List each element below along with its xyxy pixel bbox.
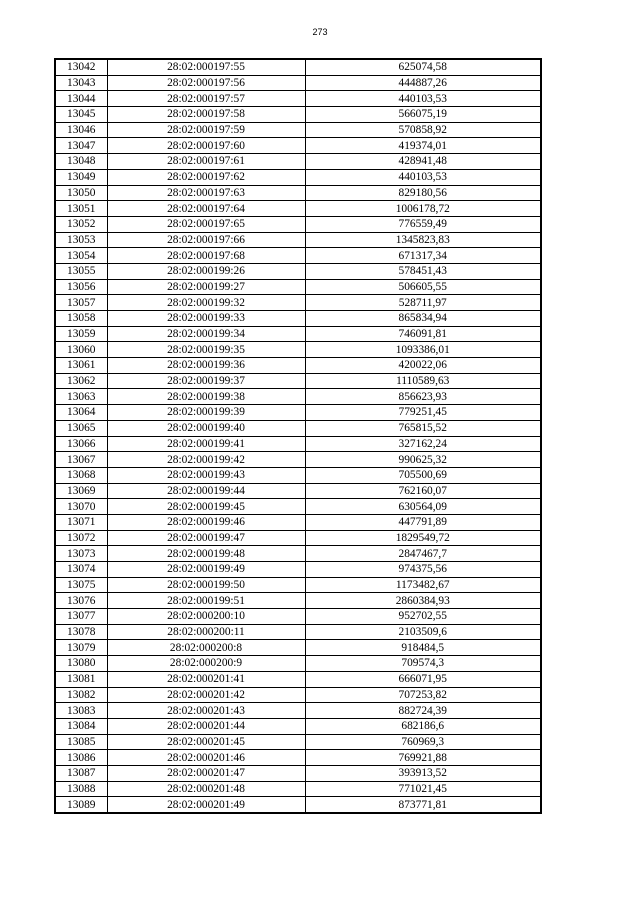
table-row xyxy=(55,420,541,436)
cadastral-value-cell: 625074,58 xyxy=(305,59,541,75)
cadastral-number-cell: 28:02:000199:37 xyxy=(107,373,305,389)
cadastral-value-cell: 762160,07 xyxy=(305,483,541,499)
row-number-cell: 13068 xyxy=(55,467,107,483)
row-number-cell: 13055 xyxy=(55,263,107,279)
row-number-cell: 13084 xyxy=(55,718,107,734)
cadastral-number-cell: 28:02:000201:47 xyxy=(107,765,305,781)
table-row xyxy=(55,656,541,672)
table-row xyxy=(55,436,541,452)
row-number-cell: 13072 xyxy=(55,530,107,546)
row-number-cell: 13089 xyxy=(55,797,107,813)
cadastral-number-cell: 28:02:000199:47 xyxy=(107,530,305,546)
cadastral-value-cell: 327162,24 xyxy=(305,436,541,452)
cadastral-number-cell: 28:02:000200:8 xyxy=(107,640,305,656)
cadastral-number-cell: 28:02:000199:45 xyxy=(107,499,305,515)
cadastral-value-cell: 769921,88 xyxy=(305,750,541,766)
row-number-cell: 13063 xyxy=(55,389,107,405)
row-number-cell: 13079 xyxy=(55,640,107,656)
table-row xyxy=(55,232,541,248)
table-row xyxy=(55,373,541,389)
row-number-cell: 13053 xyxy=(55,232,107,248)
table-row xyxy=(55,593,541,609)
table-row xyxy=(55,703,541,719)
table-row xyxy=(55,577,541,593)
cadastral-value-cell: 2860384,93 xyxy=(305,593,541,609)
cadastral-number-cell: 28:02:000199:35 xyxy=(107,342,305,358)
table-row xyxy=(55,75,541,91)
row-number-cell: 13044 xyxy=(55,91,107,107)
cadastral-number-cell: 28:02:000197:61 xyxy=(107,154,305,170)
table-row xyxy=(55,750,541,766)
cadastral-number-cell: 28:02:000201:45 xyxy=(107,734,305,750)
cadastral-value-cell: 779251,45 xyxy=(305,405,541,421)
table-row xyxy=(55,91,541,107)
cadastral-value-cell: 707253,82 xyxy=(305,687,541,703)
row-number-cell: 13061 xyxy=(55,358,107,374)
cadastral-value-cell: 528711,97 xyxy=(305,295,541,311)
cadastral-value-cell: 440103,53 xyxy=(305,169,541,185)
cadastral-value-cell: 918484,5 xyxy=(305,640,541,656)
cadastral-value-cell: 566075,19 xyxy=(305,107,541,123)
cadastral-number-cell: 28:02:000199:44 xyxy=(107,483,305,499)
row-number-cell: 13057 xyxy=(55,295,107,311)
cadastral-value-cell: 882724,39 xyxy=(305,703,541,719)
cadastral-number-cell: 28:02:000197:65 xyxy=(107,216,305,232)
row-number-cell: 13054 xyxy=(55,248,107,264)
table-row xyxy=(55,358,541,374)
cadastral-value-cell: 873771,81 xyxy=(305,797,541,813)
row-number-cell: 13082 xyxy=(55,687,107,703)
cadastral-value-cell: 671317,34 xyxy=(305,248,541,264)
cadastral-value-cell: 630564,09 xyxy=(305,499,541,515)
table-row xyxy=(55,467,541,483)
cadastral-value-cell: 578451,43 xyxy=(305,263,541,279)
row-number-cell: 13051 xyxy=(55,201,107,217)
cadastral-value-cell: 506605,55 xyxy=(305,279,541,295)
row-number-cell: 13049 xyxy=(55,169,107,185)
cadastral-value-cell: 1006178,72 xyxy=(305,201,541,217)
table-row xyxy=(55,201,541,217)
table-row xyxy=(55,311,541,327)
row-number-cell: 13087 xyxy=(55,765,107,781)
table-row xyxy=(55,405,541,421)
row-number-cell: 13088 xyxy=(55,781,107,797)
table-row xyxy=(55,154,541,170)
cadastral-number-cell: 28:02:000197:56 xyxy=(107,75,305,91)
cadastral-number-cell: 28:02:000199:34 xyxy=(107,326,305,342)
row-number-cell: 13078 xyxy=(55,624,107,640)
cadastral-number-cell: 28:02:000201:42 xyxy=(107,687,305,703)
table-row xyxy=(55,781,541,797)
table-row xyxy=(55,326,541,342)
row-number-cell: 13080 xyxy=(55,656,107,672)
cadastral-number-cell: 28:02:000199:32 xyxy=(107,295,305,311)
table-row xyxy=(55,671,541,687)
cadastral-value-cell: 771021,45 xyxy=(305,781,541,797)
cadastral-value-cell: 2847467,7 xyxy=(305,546,541,562)
cadastral-value-cell: 952702,55 xyxy=(305,609,541,625)
cadastral-number-cell: 28:02:000197:55 xyxy=(107,59,305,75)
cadastral-number-cell: 28:02:000199:26 xyxy=(107,263,305,279)
cadastral-number-cell: 28:02:000201:43 xyxy=(107,703,305,719)
table-row xyxy=(55,483,541,499)
table-row xyxy=(55,452,541,468)
cadastral-value-cell: 570858,92 xyxy=(305,122,541,138)
row-number-cell: 13071 xyxy=(55,514,107,530)
cadastral-value-cell: 974375,56 xyxy=(305,562,541,578)
table-row xyxy=(55,609,541,625)
table-row xyxy=(55,295,541,311)
table-row xyxy=(55,546,541,562)
table-row xyxy=(55,562,541,578)
row-number-cell: 13060 xyxy=(55,342,107,358)
cadastral-value-cell: 829180,56 xyxy=(305,185,541,201)
table-row xyxy=(55,185,541,201)
cadastral-number-cell: 28:02:000199:36 xyxy=(107,358,305,374)
cadastral-value-cell: 444887,26 xyxy=(305,75,541,91)
table-row xyxy=(55,279,541,295)
row-number-cell: 13064 xyxy=(55,405,107,421)
row-number-cell: 13083 xyxy=(55,703,107,719)
row-number-cell: 13065 xyxy=(55,420,107,436)
cadastral-value-cell: 447791,89 xyxy=(305,514,541,530)
cadastral-value-cell: 709574,3 xyxy=(305,656,541,672)
cadastral-value-cell: 760969,3 xyxy=(305,734,541,750)
row-number-cell: 13069 xyxy=(55,483,107,499)
table-row xyxy=(55,718,541,734)
cadastral-number-cell: 28:02:000199:41 xyxy=(107,436,305,452)
cadastral-number-cell: 28:02:000200:11 xyxy=(107,624,305,640)
cadastral-value-cell: 2103509,6 xyxy=(305,624,541,640)
table-row xyxy=(55,687,541,703)
cadastral-number-cell: 28:02:000199:50 xyxy=(107,577,305,593)
row-number-cell: 13076 xyxy=(55,593,107,609)
cadastral-number-cell: 28:02:000197:66 xyxy=(107,232,305,248)
row-number-cell: 13074 xyxy=(55,562,107,578)
table-row xyxy=(55,734,541,750)
row-number-cell: 13047 xyxy=(55,138,107,154)
row-number-cell: 13056 xyxy=(55,279,107,295)
table-row xyxy=(55,765,541,781)
cadastral-number-cell: 28:02:000197:62 xyxy=(107,169,305,185)
cadastral-value-cell: 440103,53 xyxy=(305,91,541,107)
cadastral-number-cell: 28:02:000199:49 xyxy=(107,562,305,578)
cadastral-number-cell: 28:02:000199:40 xyxy=(107,420,305,436)
row-number-cell: 13073 xyxy=(55,546,107,562)
cadastral-number-cell: 28:02:000199:51 xyxy=(107,593,305,609)
row-number-cell: 13046 xyxy=(55,122,107,138)
cadastral-number-cell: 28:02:000197:64 xyxy=(107,201,305,217)
cadastral-number-cell: 28:02:000197:63 xyxy=(107,185,305,201)
cadastral-number-cell: 28:02:000199:42 xyxy=(107,452,305,468)
row-number-cell: 13070 xyxy=(55,499,107,515)
cadastral-number-cell: 28:02:000199:27 xyxy=(107,279,305,295)
table-row xyxy=(55,59,541,75)
cadastral-value-cell: 666071,95 xyxy=(305,671,541,687)
table-row xyxy=(55,640,541,656)
row-number-cell: 13066 xyxy=(55,436,107,452)
cadastral-number-cell: 28:02:000199:43 xyxy=(107,467,305,483)
cadastral-value-cell: 765815,52 xyxy=(305,420,541,436)
table-row xyxy=(55,248,541,264)
cadastral-number-cell: 28:02:000201:44 xyxy=(107,718,305,734)
cadastral-value-cell: 428941,48 xyxy=(305,154,541,170)
table-row xyxy=(55,389,541,405)
table-row xyxy=(55,342,541,358)
row-number-cell: 13052 xyxy=(55,216,107,232)
row-number-cell: 13062 xyxy=(55,373,107,389)
cadastral-number-cell: 28:02:000199:33 xyxy=(107,311,305,327)
row-number-cell: 13050 xyxy=(55,185,107,201)
cadastral-number-cell: 28:02:000199:39 xyxy=(107,405,305,421)
row-number-cell: 13085 xyxy=(55,734,107,750)
cadastral-number-cell: 28:02:000201:49 xyxy=(107,797,305,813)
table-row xyxy=(55,122,541,138)
row-number-cell: 13045 xyxy=(55,107,107,123)
cadastral-number-cell: 28:02:000197:58 xyxy=(107,107,305,123)
cadastral-value-cell: 1093386,01 xyxy=(305,342,541,358)
cadastral-value-cell: 420022,06 xyxy=(305,358,541,374)
table-row xyxy=(55,216,541,232)
row-number-cell: 13067 xyxy=(55,452,107,468)
cadastral-number-cell: 28:02:000199:38 xyxy=(107,389,305,405)
page-number: 273 xyxy=(312,27,328,37)
cadastral-value-cell: 705500,69 xyxy=(305,467,541,483)
cadastral-number-cell: 28:02:000199:46 xyxy=(107,514,305,530)
cadastral-value-cell: 682186,6 xyxy=(305,718,541,734)
cadastral-number-cell: 28:02:000197:68 xyxy=(107,248,305,264)
table-row xyxy=(55,624,541,640)
row-number-cell: 13048 xyxy=(55,154,107,170)
cadastral-number-cell: 28:02:000201:48 xyxy=(107,781,305,797)
cadastral-value-cell: 776559,49 xyxy=(305,216,541,232)
table-row xyxy=(55,499,541,515)
cadastral-value-cell: 856623,93 xyxy=(305,389,541,405)
cadastral-number-cell: 28:02:000201:41 xyxy=(107,671,305,687)
cadastral-number-cell: 28:02:000200:10 xyxy=(107,609,305,625)
cadastral-value-cell: 393913,52 xyxy=(305,765,541,781)
row-number-cell: 13058 xyxy=(55,311,107,327)
cadastral-value-cell: 419374,01 xyxy=(305,138,541,154)
row-number-cell: 13075 xyxy=(55,577,107,593)
row-number-cell: 13077 xyxy=(55,609,107,625)
table-row xyxy=(55,138,541,154)
cadastral-value-cell: 1110589,63 xyxy=(305,373,541,389)
table-row xyxy=(55,169,541,185)
table-body xyxy=(55,59,541,813)
cadastral-value-table xyxy=(54,58,542,814)
cadastral-number-cell: 28:02:000200:9 xyxy=(107,656,305,672)
row-number-cell: 13043 xyxy=(55,75,107,91)
cadastral-value-cell: 990625,32 xyxy=(305,452,541,468)
cadastral-number-cell: 28:02:000197:57 xyxy=(107,91,305,107)
cadastral-value-cell: 1829549,72 xyxy=(305,530,541,546)
table-row xyxy=(55,514,541,530)
row-number-cell: 13086 xyxy=(55,750,107,766)
cadastral-value-cell: 1173482,67 xyxy=(305,577,541,593)
table-row xyxy=(55,530,541,546)
cadastral-number-cell: 28:02:000199:48 xyxy=(107,546,305,562)
row-number-cell: 13042 xyxy=(55,59,107,75)
cadastral-number-cell: 28:02:000201:46 xyxy=(107,750,305,766)
table-row xyxy=(55,107,541,123)
row-number-cell: 13081 xyxy=(55,671,107,687)
cadastral-number-cell: 28:02:000197:59 xyxy=(107,122,305,138)
row-number-cell: 13059 xyxy=(55,326,107,342)
table-row xyxy=(55,263,541,279)
cadastral-value-cell: 865834,94 xyxy=(305,311,541,327)
cadastral-number-cell: 28:02:000197:60 xyxy=(107,138,305,154)
table-row xyxy=(55,797,541,813)
cadastral-value-cell: 746091,81 xyxy=(305,326,541,342)
cadastral-value-cell: 1345823,83 xyxy=(305,232,541,248)
